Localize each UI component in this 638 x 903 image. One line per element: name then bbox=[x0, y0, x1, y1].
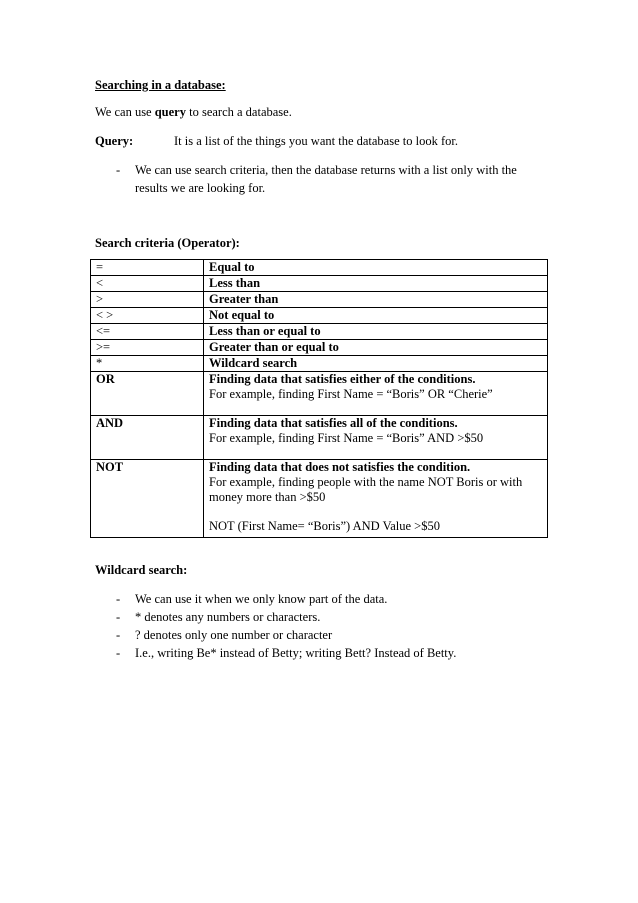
list-item bbox=[95, 644, 545, 662]
intro-text-end: to search a database. bbox=[185, 105, 292, 119]
operator-cell: < > bbox=[91, 308, 204, 324]
intro-keyword-query: query bbox=[154, 105, 186, 119]
description-example: For example, finding people with the name NOT Boris or with money more than >$50 bbox=[209, 475, 523, 504]
operator-description: Wildcard search bbox=[204, 356, 548, 372]
bullet-text: I.e., writing Be* instead of Betty; writing Bett? Instead of Betty. bbox=[135, 646, 457, 660]
operator-cell-and: AND bbox=[91, 416, 204, 460]
operator-cell: = bbox=[91, 260, 204, 276]
list-item bbox=[95, 608, 545, 626]
operator-cell: * bbox=[91, 356, 204, 372]
operator-cell: > bbox=[91, 292, 204, 308]
operator-description-and bbox=[204, 416, 548, 460]
bullet-text: We can use it when we only know part of the data. bbox=[135, 592, 388, 606]
table-row-or bbox=[91, 372, 548, 416]
bullet-dash: - bbox=[116, 628, 121, 642]
operator-cell: <= bbox=[91, 324, 204, 340]
bullet-dash: - bbox=[116, 163, 121, 177]
table-row-not bbox=[91, 460, 548, 538]
bullet-text: * denotes any numbers or characters. bbox=[135, 610, 321, 624]
table-row bbox=[91, 260, 548, 276]
bullet-dash: - bbox=[116, 610, 121, 624]
description-example: For example, finding First Name = “Boris” AND >$50 bbox=[209, 431, 484, 445]
operator-description: Greater than bbox=[204, 292, 548, 308]
table-row bbox=[91, 308, 548, 324]
operator-description: Equal to bbox=[204, 260, 548, 276]
description-expression: NOT (First Name= “Boris”) AND Value >$50 bbox=[209, 519, 440, 533]
query-description: It is a list of the things you want the database to look for. bbox=[174, 134, 458, 148]
table-row bbox=[91, 276, 548, 292]
query-bullet-list bbox=[95, 161, 545, 197]
operator-description-or bbox=[204, 372, 548, 416]
operator-description-not bbox=[204, 460, 548, 538]
table-row bbox=[91, 324, 548, 340]
intro-text-start: We can use bbox=[95, 105, 155, 119]
operator-description: Greater than or equal to bbox=[204, 340, 548, 356]
operator-cell-not: NOT bbox=[91, 460, 204, 538]
bullet-dash: - bbox=[116, 646, 121, 660]
table-row bbox=[91, 340, 548, 356]
section-title-wildcard: Wildcard search: bbox=[95, 563, 188, 577]
table-row bbox=[91, 356, 548, 372]
list-item bbox=[95, 626, 545, 644]
operator-description: Less than or equal to bbox=[204, 324, 548, 340]
bullet-text: We can use search criteria, then the database returns with a list only with the results we are looking for. bbox=[135, 163, 517, 195]
operator-cell-or: OR bbox=[91, 372, 204, 416]
description-bold: Finding data that satisfies all of the conditions. bbox=[209, 416, 458, 430]
section-title-searching: Searching in a database: bbox=[95, 78, 226, 92]
intro-paragraph bbox=[95, 104, 292, 120]
bullet-dash: - bbox=[116, 592, 121, 606]
table-row-and bbox=[91, 416, 548, 460]
section-title-search-criteria: Search criteria (Operator): bbox=[95, 236, 240, 250]
bullet-text: ? denotes only one number or character bbox=[135, 628, 333, 642]
description-bold: Finding data that satisfies either of the conditions. bbox=[209, 372, 476, 386]
operator-description: Less than bbox=[204, 276, 548, 292]
operator-description: Not equal to bbox=[204, 308, 548, 324]
operator-cell: < bbox=[91, 276, 204, 292]
description-example: For example, finding First Name = “Boris” OR “Cherie” bbox=[209, 387, 493, 401]
list-item bbox=[95, 590, 545, 608]
query-label: Query: bbox=[95, 134, 134, 148]
wildcard-bullet-list bbox=[95, 590, 545, 662]
table-row bbox=[91, 292, 548, 308]
operator-cell: >= bbox=[91, 340, 204, 356]
description-bold: Finding data that does not satisfies the condition. bbox=[209, 460, 471, 474]
list-item bbox=[95, 161, 545, 197]
operator-table bbox=[90, 259, 548, 538]
